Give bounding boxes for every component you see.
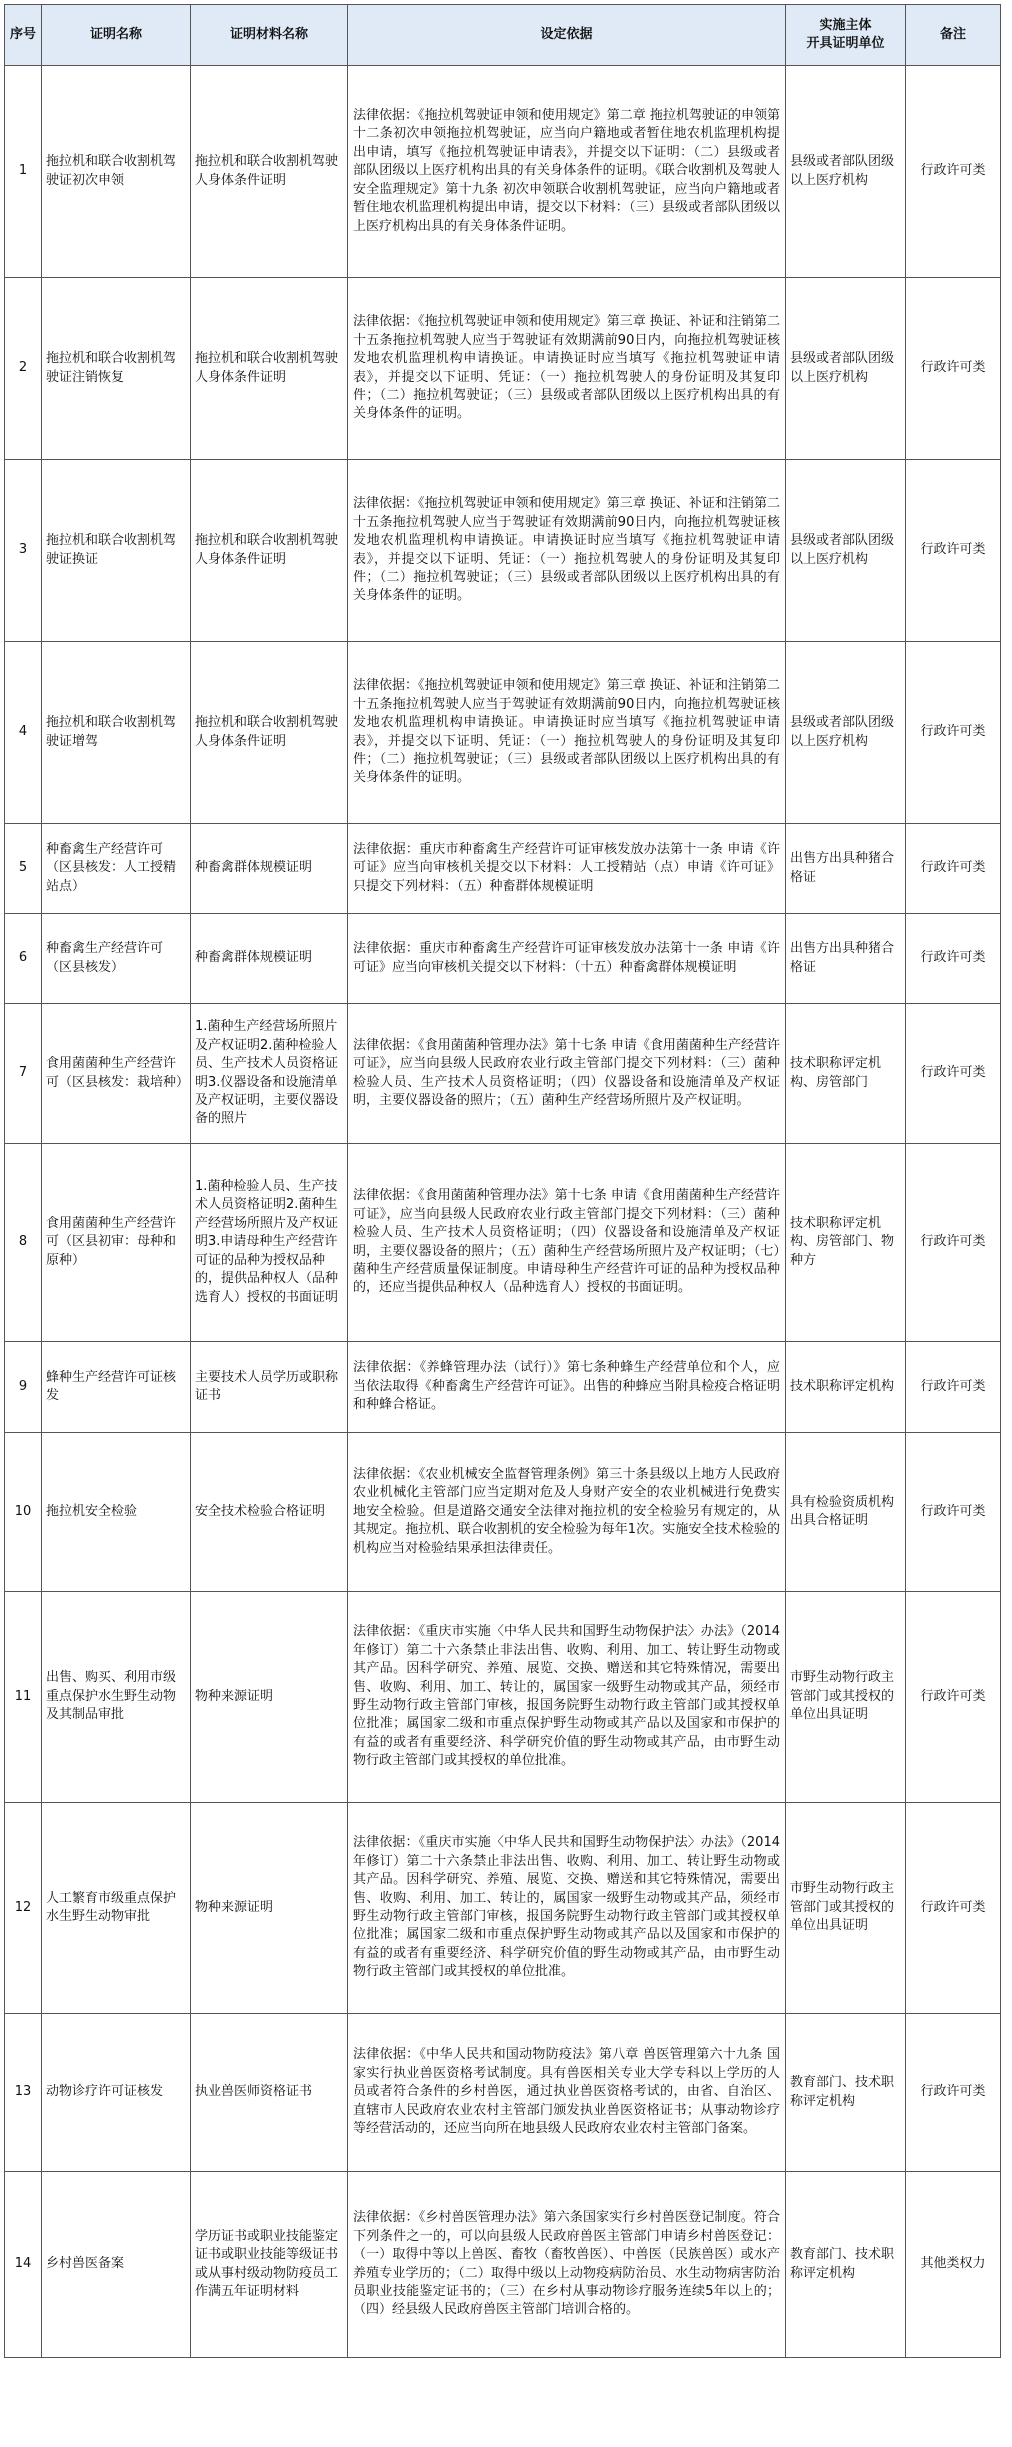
cell-note: 行政许可类 (906, 2014, 1001, 2172)
cell-name: 蜂种生产经营许可证核发 (42, 1342, 191, 1433)
cell-no: 10 (5, 1433, 42, 1592)
cell-no: 12 (5, 1803, 42, 2014)
header-no: 序号 (5, 5, 42, 66)
cell-unit: 教育部门、技术职称评定机构 (786, 2172, 906, 2358)
cell-note: 行政许可类 (906, 278, 1001, 460)
cell-unit: 市野生动物行政主管部门或其授权的单位出具证明 (786, 1803, 906, 2014)
cell-name: 动物诊疗许可证核发 (42, 2014, 191, 2172)
cell-material: 拖拉机和联合收割机驾驶人身体条件证明 (191, 66, 348, 278)
cell-unit: 技术职称评定机构、房管部门、物种方 (786, 1144, 906, 1342)
cell-name: 人工繁育市级重点保护水生野生动物审批 (42, 1803, 191, 2014)
table-row (5, 278, 1001, 460)
cell-unit: 出售方出具种猪合格证 (786, 914, 906, 1004)
cell-unit: 技术职称评定机构、房管部门 (786, 1004, 906, 1144)
table-row (5, 1433, 1001, 1592)
cell-no: 13 (5, 2014, 42, 2172)
cell-note: 行政许可类 (906, 1342, 1001, 1433)
table-row (5, 1004, 1001, 1144)
cell-name: 拖拉机和联合收割机驾驶证注销恢复 (42, 278, 191, 460)
cell-note: 行政许可类 (906, 1004, 1001, 1144)
cell-name: 拖拉机和联合收割机驾驶证换证 (42, 460, 191, 642)
cell-note: 行政许可类 (906, 914, 1001, 1004)
cell-basis: 法律依据：《重庆市实施〈中华人民共和国野生动物保护法〉办法》（2014年修订）第二十六条禁止非法出售、收购、利用、加工、转让野生动物或其产品。因科学研究、养殖、展览、交换、赠送和其它特殊情况，需要出售、收购、利用、加工、转让的，属国家一级野生动物或其产品，须经市野生动物行政主管部门审核，报国务院野生动物行政主管部门或其授权单位批准；属国家二级和市重点保护野生动物或其产品以及国家和市保护的有益的或者有重要经济、科学研究价值的野生动物或其产品，由市野生动物行政主管部门或其授权的单位批准。 (348, 1592, 786, 1803)
header-material: 证明材料名称 (191, 5, 348, 66)
cell-unit: 教育部门、技术职称评定机构 (786, 2014, 906, 2172)
header-row (5, 5, 1001, 66)
cell-material: 1.菌种检验人员、生产技术人员资格证明2.菌种生产经营场所照片及产权证明3.申请母种生产经营许可证的品种为授权品种的，提供品种权人（品种选育人）授权的书面证明 (191, 1144, 348, 1342)
cell-material: 安全技术检验合格证明 (191, 1433, 348, 1592)
cell-material: 种畜禽群体规模证明 (191, 824, 348, 914)
cell-note: 行政许可类 (906, 1592, 1001, 1803)
cell-unit: 出售方出具种猪合格证 (786, 824, 906, 914)
cell-basis: 法律依据：《养蜂管理办法（试行）》第七条种蜂生产经营单位和个人，应当依法取得《种畜禽生产经营许可证》。出售的种蜂应当附具检疫合格证明和种蜂合格证。 (348, 1342, 786, 1433)
cell-material: 物种来源证明 (191, 1592, 348, 1803)
table-row (5, 1144, 1001, 1342)
header-unit: 实施主体 开具证明单位 (786, 5, 906, 66)
cell-no: 5 (5, 824, 42, 914)
cell-basis: 法律依据：重庆市种畜禽生产经营许可证审核发放办法第十一条 申请《许可证》应当向审核机关提交以下材料：人工授精站（点）申请《许可证》只提交下列材料：（五）种畜群体规模证明 (348, 824, 786, 914)
cell-no: 9 (5, 1342, 42, 1433)
table-row (5, 824, 1001, 914)
table-row (5, 1592, 1001, 1803)
cell-no: 3 (5, 460, 42, 642)
cell-material: 拖拉机和联合收割机驾驶人身体条件证明 (191, 460, 348, 642)
cell-material: 拖拉机和联合收割机驾驶人身体条件证明 (191, 278, 348, 460)
cell-name: 食用菌菌种生产经营许可（区县核发：栽培种） (42, 1004, 191, 1144)
cell-basis: 法律依据：《拖拉机驾驶证申领和使用规定》第三章 换证、补证和注销第二十五条拖拉机驾驶人应当于驾驶证有效期满前90日内，向拖拉机驾驶证核发地农机监理机构申请换证。申请换证时应当填写《拖拉机驾驶证申请表》，并提交以下证明、凭证：（一）拖拉机驾驶人的身份证明及其复印件；（二）拖拉机驾驶证；（三）县级或者部队团级以上医疗机构出具的有关身体条件的证明。 (348, 642, 786, 824)
cell-basis: 法律依据：《重庆市实施〈中华人民共和国野生动物保护法〉办法》（2014年修订）第二十六条禁止非法出售、收购、利用、加工、转让野生动物或其产品。因科学研究、养殖、展览、交换、赠送和其它特殊情况，需要出售、收购、利用、加工、转让的，属国家一级野生动物或其产品，须经市野生动物行政主管部门审核，报国务院野生动物行政主管部门或其授权单位批准；属国家二级和市重点保护野生动物或其产品以及国家和市保护的有益的或者有重要经济、科学研究价值的野生动物或其产品，由市野生动物行政主管部门或其授权的单位批准。 (348, 1803, 786, 2014)
cell-material: 1.菌种生产经营场所照片及产权证明2.菌种检验人员、生产技术人员资格证明3.仪器设备和设施清单及产权证明，主要仪器设备的照片 (191, 1004, 348, 1144)
cell-basis: 法律依据：重庆市种畜禽生产经营许可证审核发放办法第十一条 申请《许可证》应当向审核机关提交以下材料：（十五）种畜禽群体规模证明 (348, 914, 786, 1004)
cell-no: 7 (5, 1004, 42, 1144)
cell-no: 11 (5, 1592, 42, 1803)
table-row (5, 1342, 1001, 1433)
table-row (5, 914, 1001, 1004)
cell-name: 种畜禽生产经营许可（区县核发：人工授精站点） (42, 824, 191, 914)
table-row (5, 2014, 1001, 2172)
cell-note: 行政许可类 (906, 460, 1001, 642)
cell-basis: 法律依据：《中华人民共和国动物防疫法》第八章 兽医管理第六十九条 国家实行执业兽医资格考试制度。具有兽医相关专业大学专科以上学历的人员或者符合条件的乡村兽医，通过执业兽医资格考试的，由省、自治区、直辖市人民政府农业农村主管部门颁发执业兽医资格证书；从事动物诊疗等经营活动的，还应当向所在地县级人民政府农业农村主管部门备案。 (348, 2014, 786, 2172)
cell-note: 行政许可类 (906, 66, 1001, 278)
cell-material: 学历证书或职业技能鉴定证书或职业技能等级证书或从事村级动物防疫员工作满五年证明材料 (191, 2172, 348, 2358)
table-row (5, 1803, 1001, 2014)
cell-no: 8 (5, 1144, 42, 1342)
cell-basis: 法律依据：《拖拉机驾驶证申领和使用规定》第二章 拖拉机驾驶证的申领第十二条初次申领拖拉机驾驶证，应当向户籍地或者暂住地农机监理机构提出申请，填写《拖拉机驾驶证申请表》，并提交以下证明：（二）县级或者部队团级以上医疗机构出具的有关身体条件的证明。《联合收割机及驾驶人安全监理规定》第十九条 初次申领联合收割机驾驶证，应当向户籍地或者暂住地农机监理机构提出申请，提交以下材料：（三）县级或者部队团级以上医疗机构出具的有关身体条件证明。 (348, 66, 786, 278)
cell-material: 执业兽医师资格证书 (191, 2014, 348, 2172)
cell-unit: 市野生动物行政主管部门或其授权的单位出具证明 (786, 1592, 906, 1803)
cell-material: 主要技术人员学历或职称证书 (191, 1342, 348, 1433)
cell-unit: 县级或者部队团级以上医疗机构 (786, 278, 906, 460)
cell-no: 6 (5, 914, 42, 1004)
cell-name: 种畜禽生产经营许可（区县核发） (42, 914, 191, 1004)
cell-note: 行政许可类 (906, 1803, 1001, 2014)
cell-no: 4 (5, 642, 42, 824)
cell-basis: 法律依据：《食用菌菌种管理办法》第十七条 申请《食用菌菌种生产经营许可证》，应当向县级人民政府农业行政主管部门提交下列材料：（三）菌种检验人员、生产技术人员资格证明；（四）仪器设备和设施清单及产权证明，主要仪器设备的照片；（五）菌种生产经营场所照片及产权证明；（七）菌种生产经营质量保证制度。申请母种生产经营许可证的品种为授权品种的，还应当提供品种权人（品种选育人）授权的书面证明。 (348, 1144, 786, 1342)
table-row (5, 460, 1001, 642)
table-row (5, 66, 1001, 278)
cell-basis: 法律依据：《拖拉机驾驶证申领和使用规定》第三章 换证、补证和注销第二十五条拖拉机驾驶人应当于驾驶证有效期满前90日内，向拖拉机驾驶证核发地农机监理机构申请换证。申请换证时应当填写《拖拉机驾驶证申请表》，并提交以下证明、凭证：（一）拖拉机驾驶人的身份证明及其复印件；（二）拖拉机驾驶证；（三）县级或者部队团级以上医疗机构出具的有关身体条件的证明。 (348, 460, 786, 642)
cell-unit: 县级或者部队团级以上医疗机构 (786, 642, 906, 824)
header-name: 证明名称 (42, 5, 191, 66)
header-note: 备注 (906, 5, 1001, 66)
cell-unit: 技术职称评定机构 (786, 1342, 906, 1433)
cell-note: 行政许可类 (906, 1433, 1001, 1592)
cell-basis: 法律依据：《拖拉机驾驶证申领和使用规定》第三章 换证、补证和注销第二十五条拖拉机驾驶人应当于驾驶证有效期满前90日内，向拖拉机驾驶证核发地农机监理机构申请换证。申请换证时应当填写《拖拉机驾驶证申请表》，并提交以下证明、凭证：（一）拖拉机驾驶人的身份证明及其复印件；（二）拖拉机驾驶证；（三）县级或者部队团级以上医疗机构出具的有关身体条件的证明。 (348, 278, 786, 460)
cell-note: 行政许可类 (906, 1144, 1001, 1342)
cell-note: 行政许可类 (906, 642, 1001, 824)
cell-name: 出售、购买、利用市级重点保护水生野生动物及其制品审批 (42, 1592, 191, 1803)
cell-unit: 县级或者部队团级以上医疗机构 (786, 460, 906, 642)
table-row (5, 642, 1001, 824)
table-row (5, 2172, 1001, 2358)
header-basis: 设定依据 (348, 5, 786, 66)
cell-material: 种畜禽群体规模证明 (191, 914, 348, 1004)
cell-name: 乡村兽医备案 (42, 2172, 191, 2358)
cell-name: 食用菌菌种生产经营许可（区县初审：母种和原种） (42, 1144, 191, 1342)
cell-name: 拖拉机和联合收割机驾驶证初次申领 (42, 66, 191, 278)
cell-name: 拖拉机和联合收割机驾驶证增驾 (42, 642, 191, 824)
cell-no: 2 (5, 278, 42, 460)
cell-material: 拖拉机和联合收割机驾驶人身体条件证明 (191, 642, 348, 824)
certificate-table (4, 4, 1001, 2358)
cell-basis: 法律依据：《农业机械安全监督管理条例》第三十条县级以上地方人民政府农业机械化主管部门应当定期对危及人身财产安全的农业机械进行免费实地安全检验。但是道路交通安全法律对拖拉机的安全检验另有规定的，从其规定。拖拉机、联合收割机的安全检验为每年1次。实施安全技术检验的机构应当对检验结果承担法律责任。 (348, 1433, 786, 1592)
cell-no: 1 (5, 66, 42, 278)
cell-name: 拖拉机安全检验 (42, 1433, 191, 1592)
cell-unit: 具有检验资质机构出具合格证明 (786, 1433, 906, 1592)
cell-no: 14 (5, 2172, 42, 2358)
cell-note: 行政许可类 (906, 824, 1001, 914)
cell-basis: 法律依据：《食用菌菌种管理办法》第十七条 申请《食用菌菌种生产经营许可证》，应当向县级人民政府农业行政主管部门提交下列材料：（三）菌种检验人员、生产技术人员资格证明；（四）仪器设备和设施清单及产权证明，主要仪器设备的照片；（五）菌种生产经营场所照片及产权证明。 (348, 1004, 786, 1144)
cell-basis: 法律依据：《乡村兽医管理办法》第六条国家实行乡村兽医登记制度。符合下列条件之一的，可以向县级人民政府兽医主管部门申请乡村兽医登记：（一）取得中等以上兽医、畜牧（畜牧兽医）、中兽医（民族兽医）或水产养殖专业学历的；（二）取得中级以上动物疫病防治员、水生动物病害防治员职业技能鉴定证书的；（三）在乡村从事动物诊疗服务连续5年以上的；（四）经县级人民政府兽医主管部门培训合格的。 (348, 2172, 786, 2358)
cell-note: 其他类权力 (906, 2172, 1001, 2358)
cell-material: 物种来源证明 (191, 1803, 348, 2014)
cell-unit: 县级或者部队团级以上医疗机构 (786, 66, 906, 278)
